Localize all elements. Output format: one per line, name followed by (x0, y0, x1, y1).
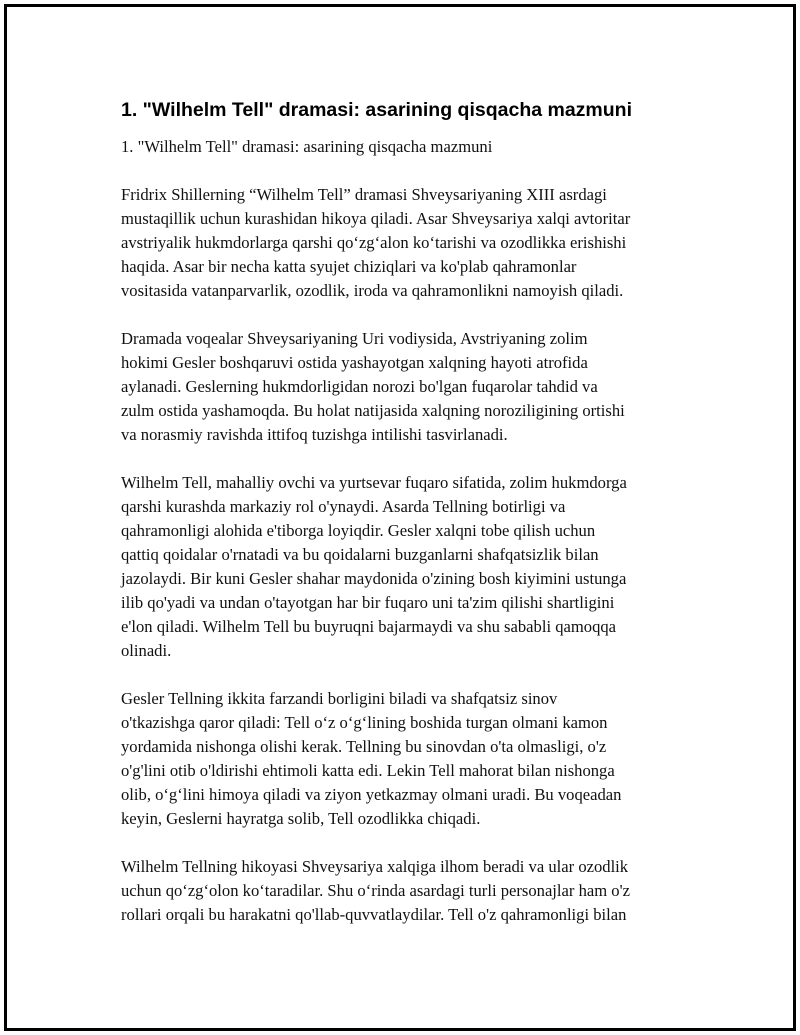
paragraph-line: e'lon qiladi. Wilhelm Tell bu buyruqni bajarmaydi va shu sababli qamoqqa (121, 617, 617, 636)
paragraph-line: hokimi Gesler boshqaruvi ostida yashayotgan xalqning hayoti atrofida (121, 353, 588, 372)
paragraph-line: mustaqillik uchun kurashidan hikoya qiladi. Asar Shveysariya xalqi avtoritar (121, 209, 631, 228)
paragraph-line: uchun qoʻzgʻolon koʻtaradilar. Shu oʻrinda asardagi turli personajlar ham o'z (121, 881, 630, 900)
document-heading: 1. "Wilhelm Tell" dramasi: asarining qisqacha mazmuni (121, 99, 633, 121)
paragraph (121, 183, 691, 303)
paragraph (121, 471, 691, 663)
paragraph-line: qahramonligi alohida e'tiborga loyiqdir. Gesler xalqni tobe qilish uchun (121, 521, 596, 540)
document-body (121, 97, 691, 951)
paragraph-line: ilib qo'yadi va undan o'tayotgan har bir fuqaro uni ta'zim qilishi shartligini (121, 593, 615, 612)
paragraph (121, 687, 691, 831)
paragraph-line: yordamida nishonga olishi kerak. Tellning bu sinovdan o'ta olmasligi, o'z (121, 737, 607, 756)
paragraph-line: vositasida vatanparvarlik, ozodlik, iroda va qahramonlikni namoyish qiladi. (121, 281, 624, 300)
paragraph-line: Gesler Tellning ikkita farzandi borligini biladi va shafqatsiz sinov (121, 689, 558, 708)
paragraph-line: Wilhelm Tell, mahalliy ovchi va yurtsevar fuqaro sifatida, zolim hukmdorga (121, 473, 627, 492)
document-subtitle: 1. "Wilhelm Tell" dramasi: asarining qisqacha mazmuni (121, 137, 493, 156)
paragraph-line: keyin, Geslerni hayratga solib, Tell ozodlikka chiqadi. (121, 809, 481, 828)
paragraph-line: olinadi. (121, 641, 172, 660)
paragraph-line: haqida. Asar bir necha katta syujet chiziqlari va ko'plab qahramonlar (121, 257, 577, 276)
paragraph-line: jazolaydi. Bir kuni Gesler shahar maydonida o'zining bosh kiyimini ustunga (121, 569, 627, 588)
paragraph-line: o'tkazishga qaror qiladi: Tell oʻz oʻgʻlining boshida turgan olmani kamon (121, 713, 608, 732)
paragraph-line: olib, oʻgʻlini himoya qiladi va ziyon yetkazmay olmani uradi. Bu voqeadan (121, 785, 622, 804)
paragraph (121, 327, 691, 447)
paragraph-list (121, 183, 691, 927)
page-frame (4, 4, 796, 1031)
paragraph-line: Wilhelm Tellning hikoyasi Shveysariya xalqiga ilhom beradi va ular ozodlik (121, 857, 629, 876)
paragraph-line: aylanadi. Geslerning hukmdorligidan norozi bo'lgan fuqarolar tahdid va (121, 377, 598, 396)
paragraph-line: qarshi kurashda markaziy rol o'ynaydi. Asarda Tellning botirligi va (121, 497, 566, 516)
paragraph (121, 855, 691, 927)
paragraph-line: zulm ostida yashamoqda. Bu holat natijasida xalqning noroziligining ortishi (121, 401, 625, 420)
paragraph-line: qattiq qoidalar o'rnatadi va bu qoidalarni buzganlarni shafqatsizlik bilan (121, 545, 599, 564)
paragraph-line: Fridrix Shillerning “Wilhelm Tell” dramasi Shveysariyaning XIII asrdagi (121, 185, 607, 204)
paragraph-line: o'g'lini otib o'ldirishi ehtimoli katta edi. Lekin Tell mahorat bilan nishonga (121, 761, 615, 780)
paragraph-line: avstriyalik hukmdorlarga qarshi qoʻzgʻalon koʻtarishi va ozodlikka erishishi (121, 233, 627, 252)
paragraph-line: rollari orqali bu harakatni qo'llab-quvvatlaydilar. Tell o'z qahramonligi bilan (121, 905, 627, 924)
paragraph-line: va norasmiy ravishda ittifoq tuzishga intilishi tasvirlanadi. (121, 425, 508, 444)
paragraph-line: Dramada voqealar Shveysariyaning Uri vodiysida, Avstriyaning zolim (121, 329, 588, 348)
